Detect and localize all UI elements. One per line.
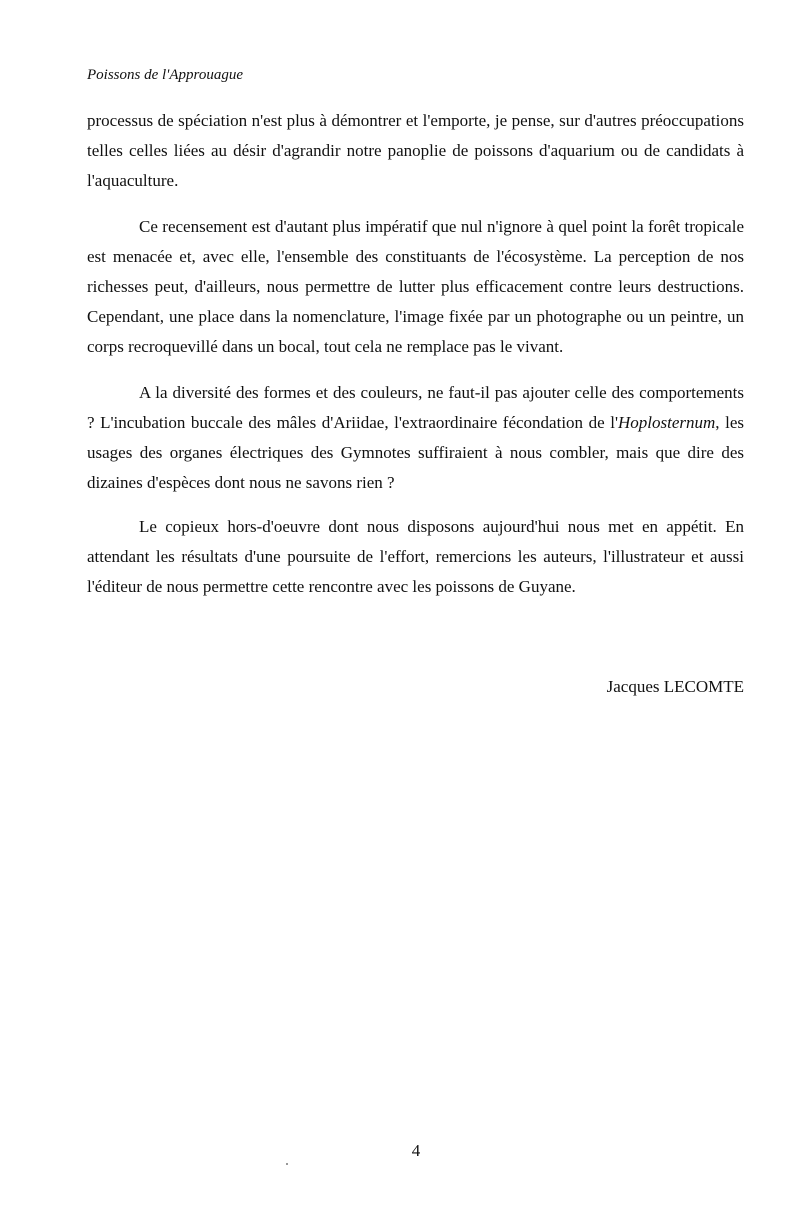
paragraph-4-text: Le copieux hors-d'oeuvre dont nous disposons aujourd'hui nous met en appétit. En attendant les résultats d'une poursuite de l'effort, remercions les auteurs, l'illustrateur et aussi l'éditeur de nous permettre cette rencontre avec les poissons de Guyane. xyxy=(87,517,744,596)
scan-speck xyxy=(286,1163,288,1165)
page-number: 4 xyxy=(411,1141,421,1160)
paragraph-2-text: Ce recensement est d'autant plus impératif que nul n'ignore à quel point la forêt tropicale est menacée et, avec elle, l'ensemble des constituants de l'écosystème. La perception de nos richesses peut, d'ailleurs, nous permettre de lutter plus efficacement contre leurs destructions. Cependant, une place dans la nomenclature, l'image fixée par un photographe ou un peintre, un corps recroquevillé dans un bocal, tout cela ne remplace pas le vivant. xyxy=(87,217,744,356)
paragraph-1 xyxy=(87,106,744,196)
paragraph-3 xyxy=(87,378,744,498)
running-head: Poissons de l'Approuague xyxy=(87,67,243,83)
paragraph-3-part-2: , les usages des organes électriques des Gymnotes suffiraient à nous combler, mais que dire des dizaines d'espèces dont nous ne savons rien ? xyxy=(87,413,744,492)
signature: Jacques LECOMTE xyxy=(606,677,744,696)
paragraph-3-part-1: A la diversité des formes et des couleurs, ne faut-il pas ajouter celle des comportements ? L'incubation buccale des mâles d'Ariidae, l'extraordinaire fécondation de l' xyxy=(87,383,744,432)
paragraph-4 xyxy=(87,512,744,602)
paragraph-2 xyxy=(87,212,744,362)
genus-name: Hoplosternum xyxy=(618,413,716,432)
paragraph-3-text xyxy=(87,378,744,498)
paragraph-1-text: processus de spéciation n'est plus à démontrer et l'emporte, je pense, sur d'autres préoccupations telles celles liées au désir d'agrandir notre panoplie de poissons d'aquarium ou de candidats à l'aquaculture. xyxy=(87,111,744,190)
